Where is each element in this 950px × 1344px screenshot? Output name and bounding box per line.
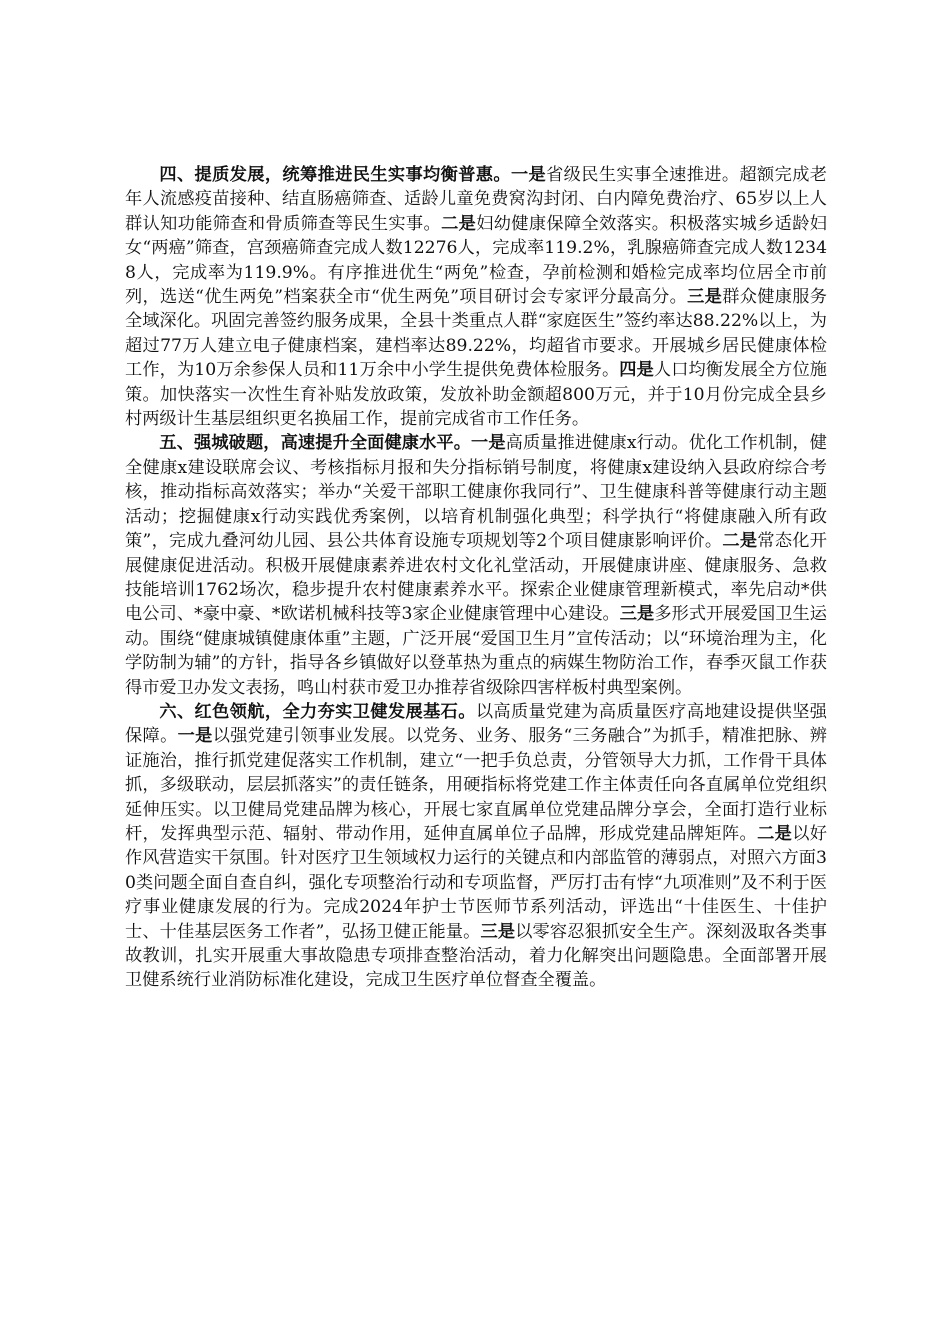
- document-body: [125, 163, 827, 993]
- section-4-paragraph: [125, 163, 827, 431]
- section-4-item-1-text: 省级民生实事全速推进。超额完成老年人流感疫苗接种、结直肠癌筛查、适龄儿童免费窝沟封闭、白内障免费治疗、65岁以上人群认知功能筛查和骨质筛查等民生实事。: [125, 165, 827, 234]
- section-4-item-3-marker: 三是: [687, 287, 723, 308]
- section-5-item-3-text: 多形式开展爱国卫生运动。围绕“健康城镇健康体重”主题，广泛开展“爱国卫生月”宣传活动；以“环境治理为主，化学防制为辅”的方针，指导各乡镇做好以登革热为重点的病媒生物防治工作，春季灭鼠工作获得市爱卫办发文表扬，鸣山村获市爱卫办推荐省级除四害样板村典型案例。: [125, 604, 827, 698]
- section-6-item-3-text: 以零容忍狠抓安全生产。深刻汲取各类事故教训，扎实开展重大事故隐患专项排查整治活动，着力化解突出问题隐患。全面部署开展卫健系统行业消防标准化建设，完成卫生医疗单位督查全覆盖。: [125, 921, 827, 991]
- section-6-item-1-text: 以强党建引领事业发展。以党务、业务、服务“三务融合”为抓手，精准把脉、辨证施治，推行抓党建促落实工作机制，建立“一把手负总责，分管领导大力抓，工作骨干具体抓，多级联动，层层抓落实”的责任链条，用硬指标将党建工作主体责任向各直属单位党组织延伸压实。以卫健局党建品牌为核心，开展七家直属单位党建品牌分享会，全面打造行业标杆，发挥典型示范、辐射、带动作用，延伸直属单位子品牌，形成党建品牌矩阵。: [125, 726, 827, 844]
- section-6-intro-text: 以高质量党建为高质量医疗高地建设提供坚强保障。: [125, 701, 827, 747]
- section-5-item-3-marker: 三是: [619, 604, 655, 625]
- section-6-item-1-marker: 一是: [177, 726, 213, 747]
- section-4-item-4-text: 人口均衡发展全方位施策。加快落实一次性生育补贴发放政策，发放补助金额超800万元，并于10月份完成全县乡村两级计生基层组织更名换届工作，提前完成省市工作任务。: [125, 360, 827, 430]
- section-5-item-2-text: 常态化开展健康促进活动。积极开展健康素养进农村文化礼堂活动，开展健康讲座、健康服务、急救技能培训1762场次，稳步提升农村健康素养水平。探索企业健康管理新模式，率先启动*供电公司、*豪中豪、*欧诺机械科技等3家企业健康管理中心建设。: [125, 531, 827, 625]
- section-5-heading: 五、强城破题，高速提升全面健康水平。: [159, 433, 472, 454]
- section-4-item-4-marker: 四是: [619, 360, 654, 381]
- section-6-item-2-marker: 二是: [757, 823, 793, 844]
- section-5-item-1-text: 高质量推进健康x行动。优化工作机制，健全健康x建设联席会议、考核指标月报和失分指标销号制度，将健康x建设纳入县政府综合考核，推动指标高效落实；举办“关爱干部职工健康你我同行”、卫生健康科普等健康行动主题活动；挖掘健康x行动实践优秀案例，以培育机制强化典型；科学执行“将健康融入所有政策”，完成九叠河幼儿园、县公共体育设施专项规划等2个项目健康影响评价。: [125, 433, 827, 552]
- section-6-heading: 六、红色领航，全力夯实卫健发展基石。: [159, 701, 476, 722]
- section-6-paragraph: [125, 700, 827, 993]
- section-6-item-3-marker: 三是: [480, 921, 516, 942]
- section-4-item-2-text: 妇幼健康保障全效落实。积极落实城乡适龄妇女“两癌”筛查，宫颈癌筛查完成人数12276人，完成率119.2%，乳腺癌筛查完成人数12348人，完成率为119.9%。有序推进优生“两免”检查，孕前检测和婚检完成率均位居全市前列，选送“优生两免”档案获全市“优生两免”项目研讨会专家评分最高分。: [125, 213, 827, 308]
- section-4-item-1-marker: 一是: [510, 165, 547, 185]
- section-5-paragraph: [125, 431, 827, 699]
- section-4-heading: 四、提质发展，统筹推进民生实事均衡普惠。: [159, 165, 511, 185]
- section-5-item-1-marker: 一是: [471, 433, 506, 454]
- section-5-item-2-marker: 二是: [722, 531, 758, 552]
- section-4-item-3-text: 群众健康服务全域深化。巩固完善签约服务成果，全县十类重点人群“家庭医生”签约率达88.22%以上，为超过77万人建立电子健康档案，建档率达89.22%，均超省市要求。开展城乡居民健康体检工作，为10万余参保人员和11万余中小学生提供免费体检服务。: [125, 287, 827, 381]
- section-6-item-2-text: 以好作风营造实干氛围。针对医疗卫生领域权力运行的关键点和内部监管的薄弱点，对照六方面30类问题全面自查自纠，强化专项整治行动和专项监督，严厉打击有悖“九项准则”及不利于医疗事业健康发展的行为。完成2024年护士节医师节系列活动，评选出“十佳医生、十佳护士、十佳基层医务工作者”，弘扬卫健正能量。: [125, 823, 827, 942]
- section-4-item-2-marker: 二是: [441, 213, 477, 234]
